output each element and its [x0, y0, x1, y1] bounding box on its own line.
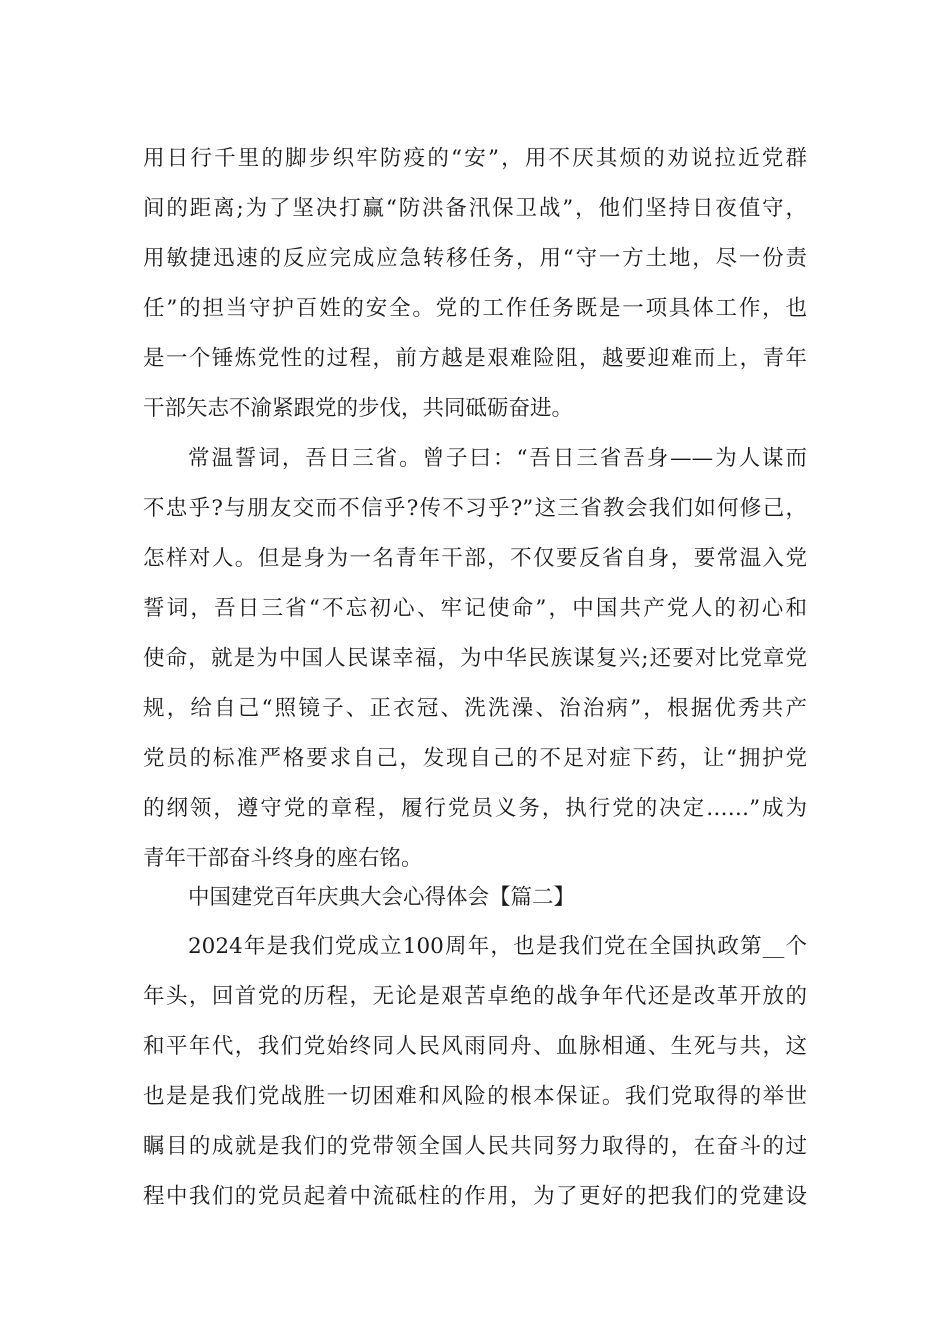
text-line: 用敏捷迅速的反应完成应急转移任务，用“守一方土地，尽一份责 [143, 246, 807, 271]
text-line: 干部矢志不渝紧跟党的步伐，共同砥砺奋进。 [143, 396, 574, 421]
text-line: 年头，回首党的历程，无论是艰苦卓绝的战争年代还是改革开放的 [143, 984, 807, 1009]
text-line: 任”的担当守护百姓的安全。党的工作任务既是一项具体工作，也 [143, 296, 807, 321]
text-line: 瞩目的成就是我们的党带领全国人民共同努力取得的，在奋斗的过 [143, 1134, 807, 1159]
text-line: 规，给自己“照镜子、正衣冠、洗洗澡、治治病”，根据优秀共产 [143, 696, 807, 721]
text-line: 用日行千里的脚步织牢防疫的“安”，用不厌其烦的劝说拉近党群 [143, 146, 807, 171]
text-line: 青年干部奋斗终身的座右铭。 [143, 846, 423, 871]
text-line: 誓词，吾日三省“不忘初心、牢记使命”，中国共产党人的初心和 [143, 596, 807, 621]
paragraph-first-line: 常温誓词，吾日三省。曾子曰：“吾日三省吾身——为人谋而 [188, 446, 807, 471]
text-line: 也是是我们党战胜一切困难和风险的根本保证。我们党取得的举世 [143, 1084, 807, 1109]
section-heading: 中国建党百年庆典大会心得体会【篇二】 [188, 885, 576, 910]
text-line: 怎样对人。但是身为一名青年干部，不仅要反省自身，要常温入党 [143, 546, 807, 571]
text-line: 是一个锤炼党性的过程，前方越是艰难险阻，越要迎难而上，青年 [143, 346, 807, 371]
text-line: 使命，就是为中国人民谋幸福，为中华民族谋复兴;还要对比党章党 [143, 646, 807, 671]
paragraph-first-line: 2024年是我们党成立100周年，也是我们党在全国执政第__个 [188, 934, 807, 959]
text-line: 党员的标准严格要求自己，发现自己的不足对症下药，让“拥护党 [143, 746, 807, 771]
text-line: 间的距离;为了坚决打赢“防洪备汛保卫战”，他们坚持日夜值守， [143, 196, 807, 221]
text-line: 程中我们的党员起着中流砥柱的作用，为了更好的把我们的党建设 [143, 1184, 807, 1209]
text-line: 和平年代，我们党始终同人民风雨同舟、血脉相通、生死与共，这 [143, 1034, 807, 1059]
text-line: 不忠乎?与朋友交而不信乎?传不习乎?”这三省教会我们如何修己， [143, 496, 807, 521]
text-line: 的纲领，遵守党的章程，履行党员义务，执行党的决定……”成为 [143, 796, 807, 821]
